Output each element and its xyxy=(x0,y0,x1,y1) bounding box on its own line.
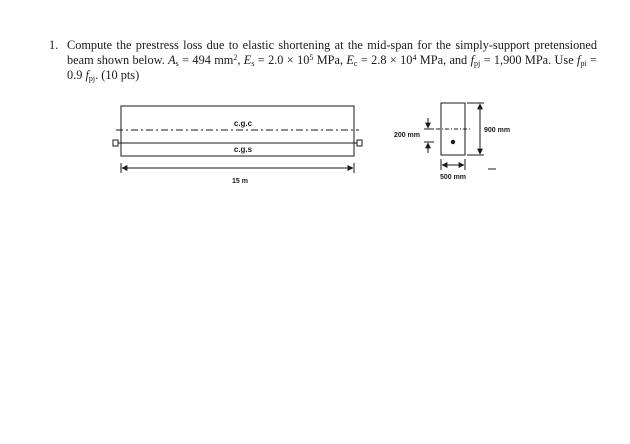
fpj2-subscript: pj xyxy=(88,74,96,84)
problem-number: 1. xyxy=(49,38,59,52)
es-symbol: E xyxy=(243,53,252,68)
cgc-label: c.g.c xyxy=(233,119,253,128)
fpi-equation: = 0.9 xyxy=(67,53,597,83)
as-exponent: 2 xyxy=(233,53,238,63)
fpj2-symbol: f xyxy=(85,68,89,83)
fpj-symbol: f xyxy=(470,53,474,68)
fpi-subscript: pi xyxy=(580,59,587,69)
eccentricity-label: 200 mm xyxy=(393,132,420,139)
left-anchor xyxy=(113,140,118,146)
width-label: 500 mm xyxy=(439,174,467,181)
height-label: 900 mm xyxy=(484,127,511,134)
ec-value: = 2.8 × 10 xyxy=(357,53,413,68)
problem-statement: Compute the prestress loss due to elastic shortening at the mid-span for the simply-support pretensioned beam shown below. $A_s = 494$ $mm^2$, $E_s = 2.0 \times 10^5$ MPa, $E_c = 2.8 \times 10^4$ MPa, and $f_{pj} = 1,900$ MPa. Use $f_{pi} = 0.9$ $f_{pj}$. (10 pts) xyxy=(67,38,597,84)
as-subscript: s xyxy=(175,59,179,69)
span-label: 15 m xyxy=(232,178,248,185)
cgs-label: c.g.s xyxy=(233,145,253,154)
es-subscript: s xyxy=(251,59,255,69)
as-symbol: A xyxy=(168,53,176,68)
section-outline xyxy=(441,103,465,155)
stem-intro: Compute the prestress loss due to elastic shortening at the mid-span for the simply-support pretensioned beam shown below. xyxy=(67,38,597,68)
ec-unit: MPa, and xyxy=(416,53,471,68)
right-anchor xyxy=(357,140,362,146)
span-dimension xyxy=(121,163,354,185)
tendon-dot xyxy=(451,140,455,144)
fpj-subscript: pj xyxy=(473,59,481,69)
es-value: = 2.0 × 10 xyxy=(254,53,310,68)
ec-exponent: 4 xyxy=(412,53,417,63)
fpi-symbol: f xyxy=(577,53,581,68)
as-value: = 494 mm xyxy=(178,53,234,68)
stem-tail: . (10 pts) xyxy=(95,68,140,83)
es-unit: MPa, xyxy=(313,53,347,68)
ec-symbol: E xyxy=(346,53,354,68)
fpj-value: = 1,900 MPa. Use xyxy=(480,53,578,68)
cross-section xyxy=(394,103,510,181)
ec-subscript: c xyxy=(353,59,358,69)
es-exponent: 5 xyxy=(309,53,314,63)
beam-elevation xyxy=(113,106,362,156)
